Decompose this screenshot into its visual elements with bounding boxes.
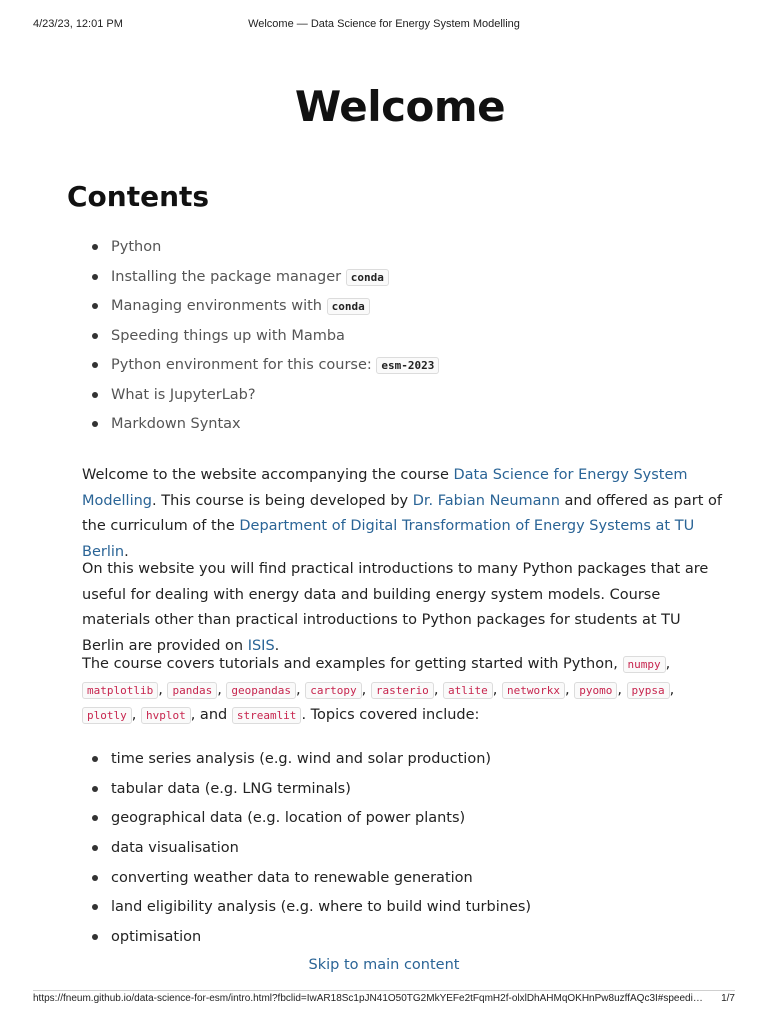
course-link[interactable]: Data Science for Energy System Modelling [82, 467, 688, 509]
print-url: https://fneum.github.io/data-science-for-esm/intro.html?fbclid=IwAR18Sc1pJN41O50TG2MkYEFe2tFqmH2f-olxlDhAHMqOKHnPw8uzffAQc3I#speedi… [33, 993, 703, 1004]
intro-text: . This course is being developed by [152, 492, 413, 509]
topic-item: geographical data (e.g. location of power plants) [92, 807, 531, 837]
code-snippet: conda [346, 269, 389, 286]
footer-divider [33, 990, 735, 991]
code-snippet: esm-2023 [376, 357, 439, 374]
covers-text: The course covers tutorials and examples for getting started with Python, [82, 656, 623, 672]
package-plotly: plotly [82, 707, 132, 724]
toc-item-label: What is JupyterLab? [111, 386, 256, 403]
toc-item-label: Installing the package manager [111, 268, 346, 285]
toc-item-jupyterlab[interactable] [92, 384, 439, 414]
print-timestamp: 4/23/23, 12:01 PM [33, 18, 123, 30]
toc-item-managing-environments[interactable] [92, 295, 439, 325]
topic-item: time series analysis (e.g. wind and solar production) [92, 748, 531, 778]
topic-item: data visualisation [92, 837, 531, 867]
topic-item: tabular data (e.g. LNG terminals) [92, 778, 531, 808]
toc-item-label: Speeding things up with Mamba [111, 327, 345, 344]
toc-item-markdown-syntax[interactable] [92, 413, 439, 443]
topic-item: optimisation [92, 926, 531, 956]
toc-item-mamba[interactable] [92, 325, 439, 355]
package-streamlit: streamlit [232, 707, 302, 724]
toc-item-python[interactable] [92, 236, 439, 266]
package-cartopy: cartopy [305, 682, 361, 699]
toc-item-installing-conda[interactable] [92, 266, 439, 296]
package-matplotlib: matplotlib [82, 682, 158, 699]
print-page-number: 1/7 [721, 993, 735, 1004]
toc-item-label: Python environment for this course: [111, 357, 377, 373]
covers-paragraph: The course covers tutorials and examples for getting started with Python, numpy , matplotlib , pandas , geopandas , cartopy , rasterio , atlite , networkx , pyomo , pypsa , plotly , hvplot , and streamlit . Topics covered include: [82, 656, 675, 723]
contents-list [92, 236, 439, 443]
topics-list [92, 748, 531, 956]
intro-text: Welcome to the website accompanying the course [82, 467, 454, 483]
topic-item: converting weather data to renewable generation [92, 867, 531, 897]
print-footer [33, 993, 735, 1007]
toc-item-label: Python [111, 239, 162, 255]
author-link[interactable]: Dr. Fabian Neumann [412, 492, 560, 509]
intro-paragraph [82, 463, 722, 565]
toc-item-label: Managing environments with [111, 298, 327, 314]
skip-to-main-content-link[interactable]: Skip to main content [308, 957, 460, 973]
package-pypsa: pypsa [627, 682, 670, 699]
package-pyomo: pyomo [574, 682, 617, 699]
topic-item: land eligibility analysis (e.g. where to build wind turbines) [92, 896, 531, 926]
covers-text: . Topics covered include: [301, 707, 480, 723]
website-text: On this website you will find practical introductions to many Python packages that are useful for dealing with energy data and building energy system models. Course materials other than practical introductions to Python packages for students at TU Berlin are provided on [82, 561, 709, 654]
package-numpy: numpy [623, 656, 666, 673]
page-title: Welcome [294, 82, 506, 131]
package-atlite: atlite [443, 682, 493, 699]
intro-text: . [124, 543, 129, 560]
toc-item-label: Markdown Syntax [111, 416, 241, 432]
toc-item-python-environment[interactable] [92, 354, 439, 384]
isis-link[interactable]: ISIS [247, 637, 275, 654]
department-link[interactable]: Department of Digital Transformation of Energy Systems at TU Berlin [82, 518, 695, 560]
website-paragraph [82, 557, 722, 659]
contents-heading: Contents [67, 180, 210, 213]
print-header [0, 18, 768, 32]
intro-text: and offered as part of the curriculum of the [82, 492, 722, 534]
covers-and-text: , and [190, 707, 232, 723]
package-pandas: pandas [167, 682, 217, 699]
print-page-title: Welcome — Data Science for Energy System Modelling [248, 18, 520, 30]
package-networkx: networkx [502, 682, 565, 699]
website-text: . [274, 637, 280, 654]
package-geopandas: geopandas [226, 682, 296, 699]
package-rasterio: rasterio [371, 682, 434, 699]
package-hvplot: hvplot [141, 707, 191, 724]
code-snippet: conda [327, 298, 370, 315]
